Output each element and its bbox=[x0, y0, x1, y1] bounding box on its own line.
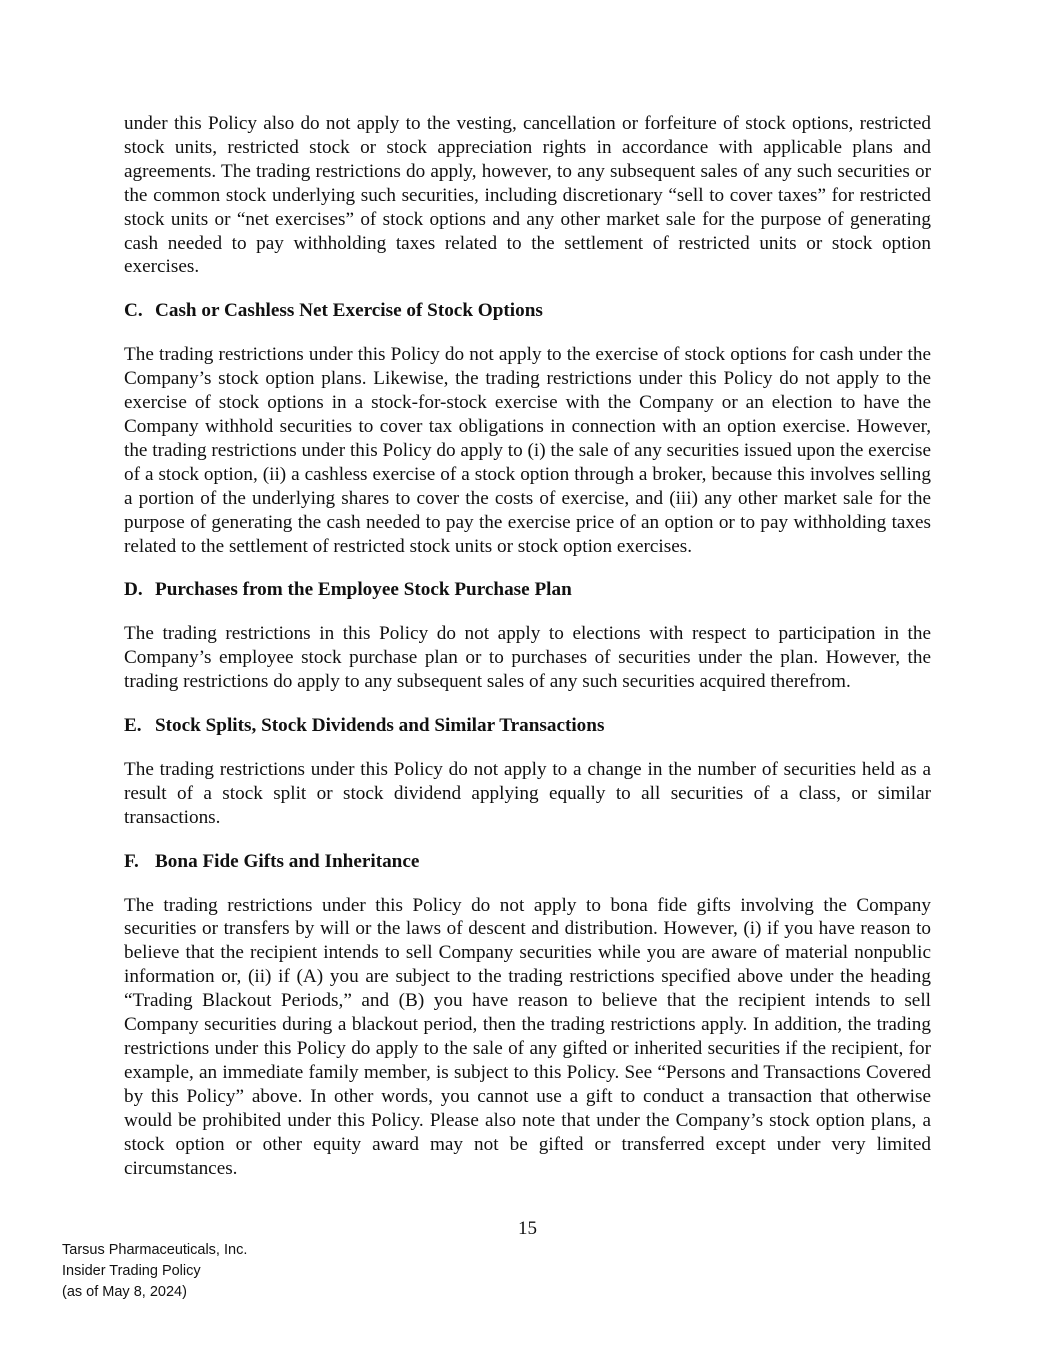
continuation-paragraph: under this Policy also do not apply to the vesting, cancellation or forfeiture of stock options, restricted stock units, restricted stock or stock appreciation rights in accordance with applicable plans and agreements. The trading restrictions do apply, however, to any subsequent sales of any such securities or the common stock underlying such securities, including discretionary “sell to cover taxes” for restricted stock units or “net exercises” of stock options and any other market sale for the purpose of generating cash needed to pay withholding taxes related to the settlement of restricted units or stock option exercises. bbox=[124, 113, 931, 278]
section-body-c: The trading restrictions under this Policy do not apply to the exercise of stock options for cash under the Company’s stock option plans. Likewise, the trading restrictions under this Policy do not apply to the exercise of stock options in a stock-for-stock exercise with the Company or an election to have the Company withhold securities to cover tax obligations in connection with an option exercise. However, the trading restrictions under this Policy do apply to (i) the sale of any securities issued upon the exercise of a stock option, (ii) a cashless exercise of a stock option through a broker, because this involves selling a portion of the underlying shares to cover the costs of exercise, and (iii) any other market sale for the purpose of generating the cash needed to pay the exercise price of an option or to pay withholding taxes related to the settlement of restricted stock units or stock option exercises. bbox=[124, 344, 931, 557]
section-letter: F. bbox=[124, 850, 139, 872]
section-heading-c bbox=[124, 299, 931, 323]
document-page bbox=[124, 112, 931, 1180]
section-letter: E. bbox=[124, 715, 142, 737]
section-heading-d bbox=[124, 578, 931, 602]
page-number: 15 bbox=[518, 1218, 537, 1239]
section-letter: C. bbox=[124, 300, 143, 322]
section-title: Bona Fide Gifts and Inheritance bbox=[155, 850, 420, 872]
section-body-d: The trading restrictions in this Policy do not apply to elections with respect to participation in the Company’s employee stock purchase plan or to purchases of securities under the plan. However, the trading restrictions do apply to any subsequent sales of any such securities acquired therefrom. bbox=[124, 623, 931, 693]
footer-date: (as of May 8, 2024) bbox=[62, 1284, 187, 1300]
section-heading-e bbox=[124, 714, 931, 738]
page-footer bbox=[62, 1240, 247, 1303]
section-body-e: The trading restrictions under this Policy do not apply to a change in the number of securities held as a result of a stock split or stock dividend applying equally to all securities of a class, or similar transactions. bbox=[124, 758, 931, 828]
footer-company: Tarsus Pharmaceuticals, Inc. bbox=[62, 1242, 248, 1258]
section-body-f: The trading restrictions under this Policy do not apply to bona fide gifts involving the Company securities or transfers by will or the laws of descent and distribution. However, (i) if you have reason to believe that the recipient intends to sell Company securities while you are aware of material nonpublic information or, (ii) if (A) you are subject to the trading restrictions specified above under the heading “Trading Blackout Periods,” and (B) you have reason to believe that the recipient intends to sell Company securities during a blackout period, then the trading restrictions apply. In addition, the trading restrictions under this Policy do apply to the sale of any gifted or inherited securities if the recipient, for example, an immediate family member, is subject to this Policy. See “Persons and Transactions Covered by this Policy” above. In other words, you cannot use a gift to conduct a transaction that otherwise would be prohibited under this Policy. Please also note that under the Company’s stock option plans, a stock option or other equity award may not be gifted or transferred except under very limited circumstances. bbox=[124, 894, 931, 1179]
section-title: Cash or Cashless Net Exercise of Stock Options bbox=[155, 300, 543, 322]
footer-document-title: Insider Trading Policy bbox=[62, 1263, 201, 1279]
section-heading-f bbox=[124, 850, 931, 874]
section-title: Stock Splits, Stock Dividends and Similar Transactions bbox=[155, 715, 605, 737]
section-title: Purchases from the Employee Stock Purchase Plan bbox=[155, 579, 572, 601]
section-letter: D. bbox=[124, 579, 143, 601]
